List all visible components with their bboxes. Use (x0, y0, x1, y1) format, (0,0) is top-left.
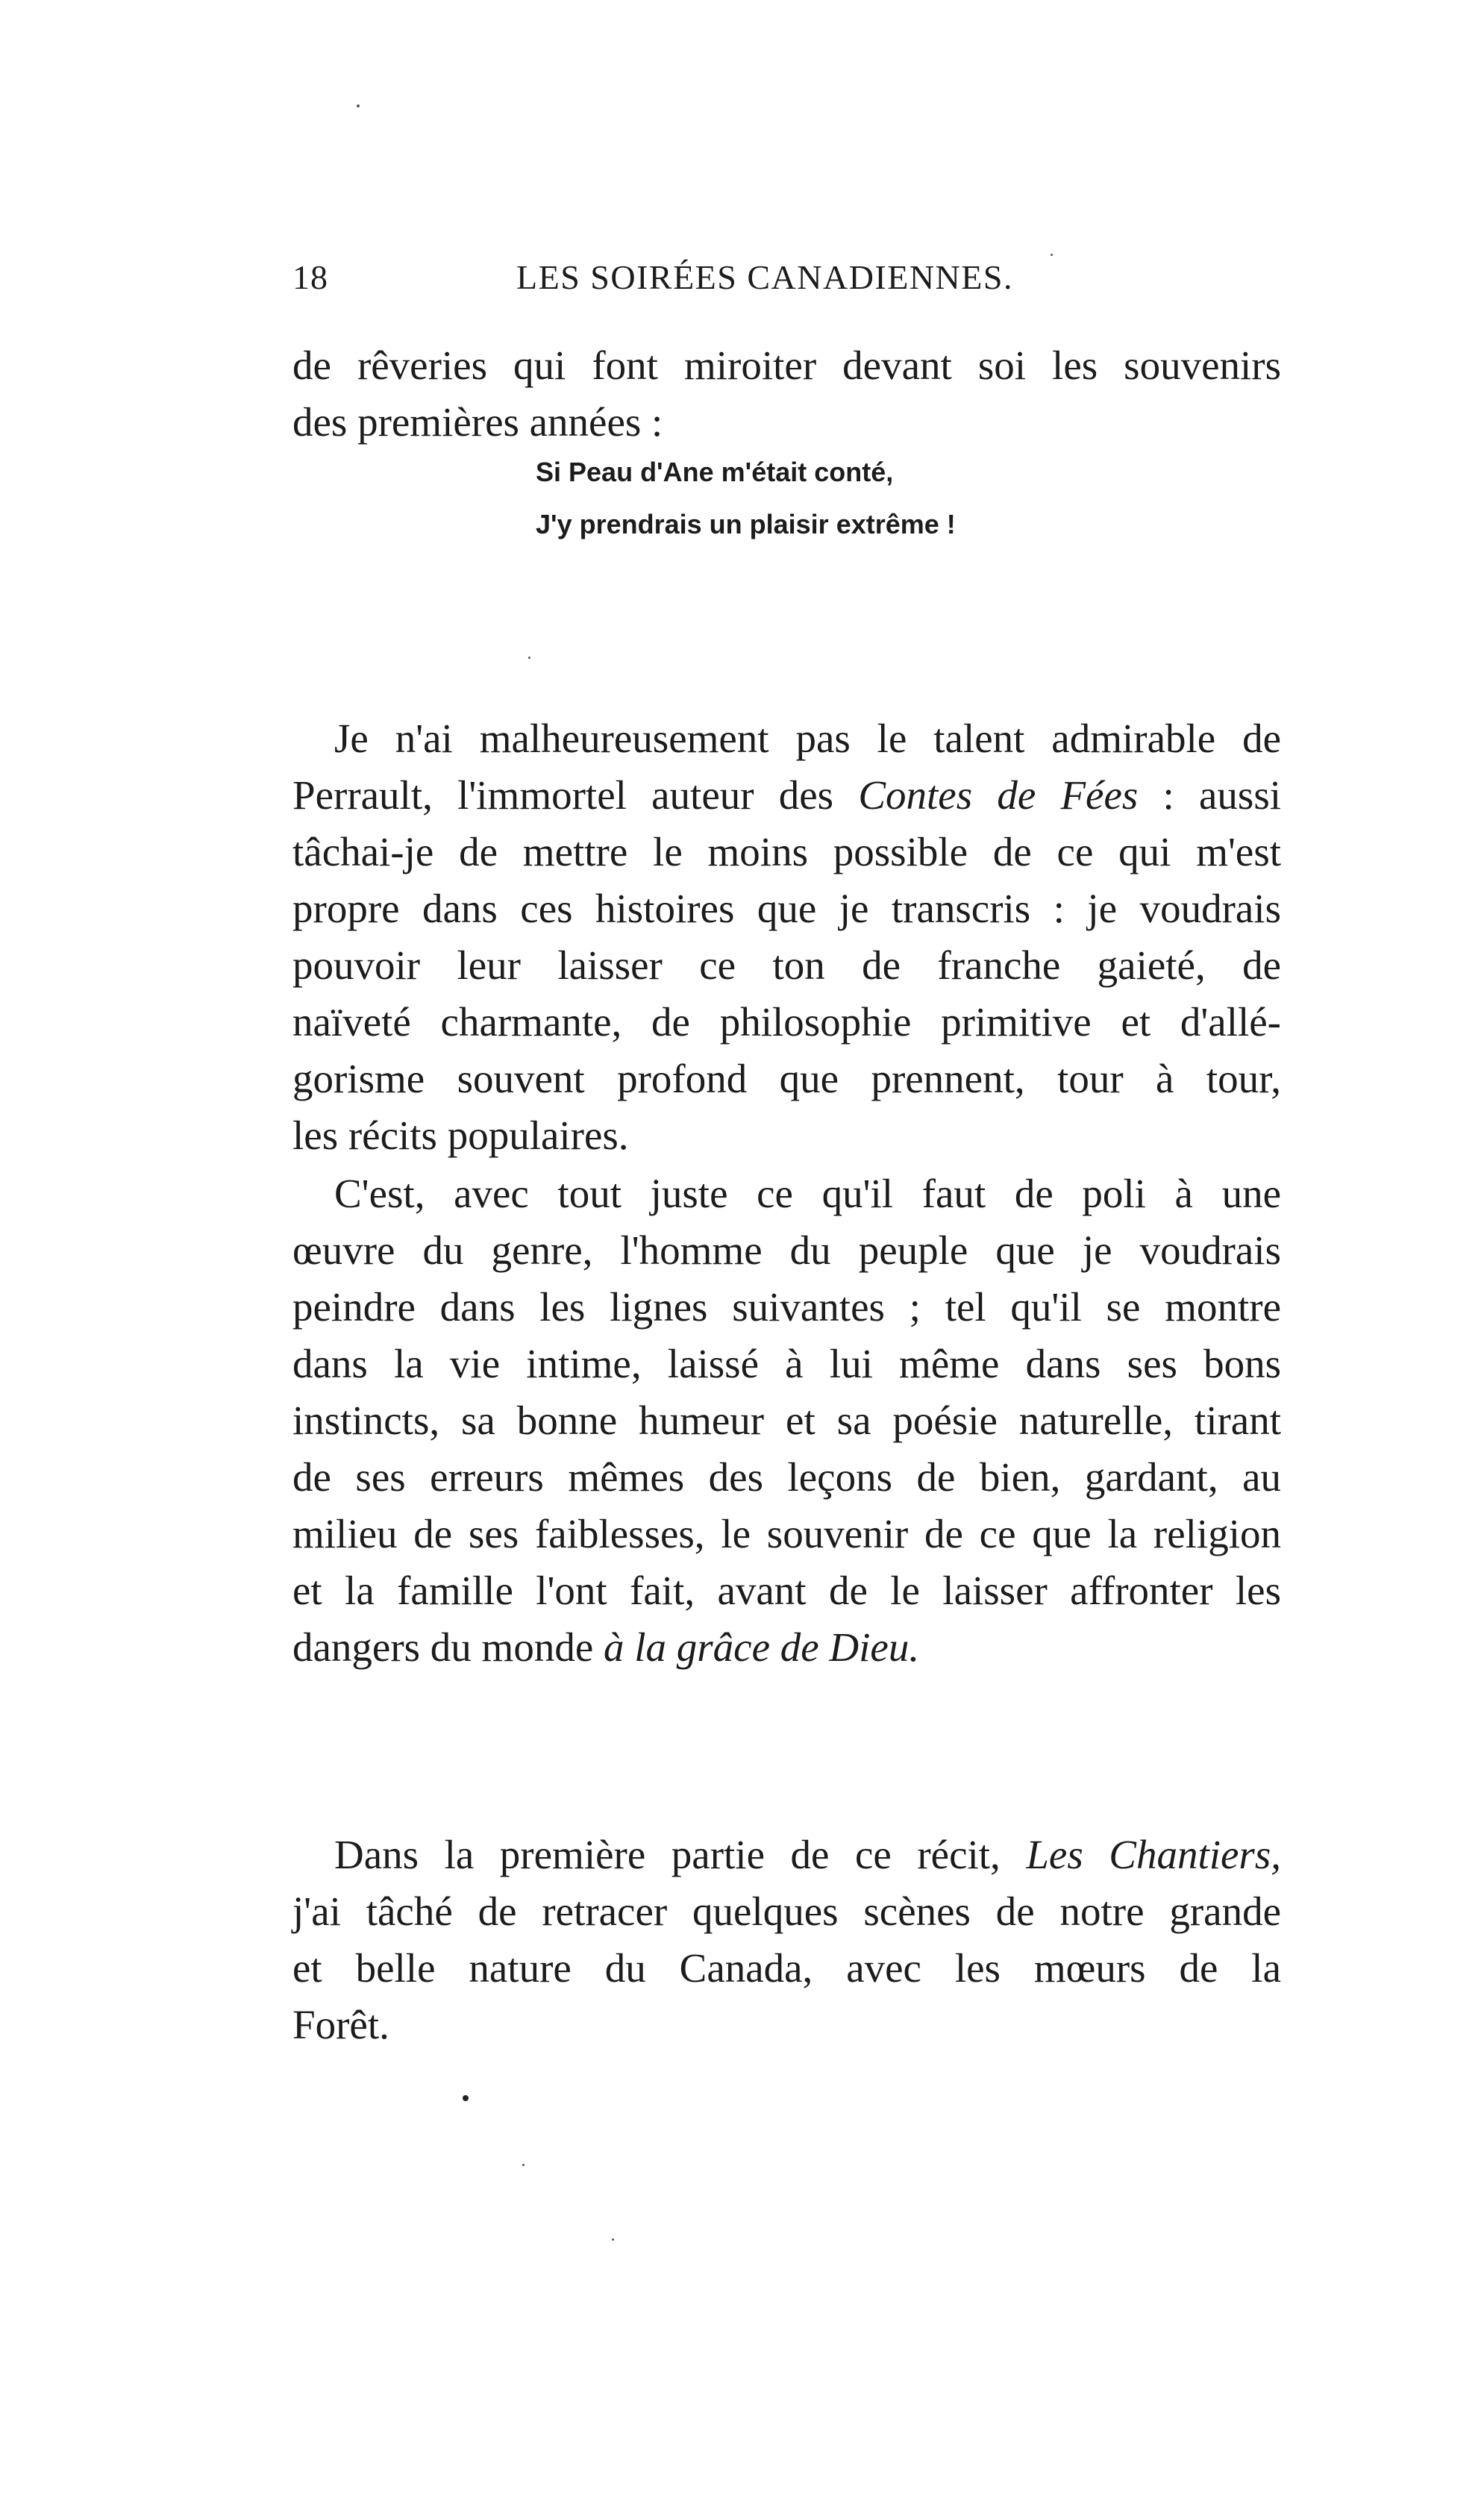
text-line (292, 1624, 1281, 1670)
book-title: Contes de Fées (858, 772, 1139, 818)
page-header (292, 257, 1061, 302)
running-title: LES SOIRÉES CANADIENNES. (516, 258, 1013, 296)
text-line: de ses erreurs mêmes des leçons de bien, gardant, au (292, 1454, 1281, 1500)
scan-speck (357, 104, 360, 107)
text-line: C'est, avec tout juste ce qu'il faut de poli à une (334, 1171, 1281, 1216)
text-span: Perrault, l'immortel auteur des (292, 772, 859, 818)
scan-speck (612, 2238, 614, 2241)
part-title: Les Chantiers, (1026, 1832, 1281, 1877)
text-line: j'ai tâché de retracer quelques scènes de notre grande (292, 1888, 1281, 1934)
text-line: tâchai-je de mettre le moins possible de ce qui m'est (292, 829, 1281, 874)
text-line: Forêt. (292, 2002, 389, 2047)
emphasis: à la grâce de Dieu. (604, 1624, 920, 1670)
text-line: propre dans ces histoires que je transcris : je voudrais (292, 886, 1281, 931)
text-line: instincts, sa bonne humeur et sa poésie naturelle, tirant (292, 1398, 1281, 1443)
text-line: milieu de ses faiblesses, le souvenir de ce que la religion (292, 1511, 1281, 1556)
text-line: Je n'ai malheureusement pas le talent admirable de (334, 716, 1281, 761)
scan-speck (463, 2095, 469, 2101)
text-line: et belle nature du Canada, avec les mœurs de la (292, 1945, 1281, 1991)
scan-speck (528, 657, 530, 659)
text-span: : aussi (1138, 772, 1282, 818)
scan-speck (1051, 254, 1053, 256)
text-line: les récits populaires. (292, 1112, 629, 1158)
text-line: gorisme souvent profond que prennent, tour à tour, (292, 1056, 1281, 1101)
text-line: peindre dans les lignes suivantes ; tel qu'il se montre (292, 1284, 1281, 1330)
text-span: dangers du monde (292, 1624, 604, 1670)
verse-line: Si Peau d'Ane m'était conté, (536, 457, 894, 487)
text-line: pouvoir leur laisser ce ton de franche gaieté, de (292, 942, 1281, 988)
verse-line: J'y prendrais un plaisir extrême ! (536, 509, 956, 539)
text-line: de rêveries qui font miroiter devant soi les souvenirs (292, 342, 1281, 388)
text-line: naïveté charmante, de philosophie primitive et d'allé- (292, 999, 1281, 1045)
text-line (292, 774, 1281, 816)
text-line: des premières années : (292, 399, 663, 445)
text-line: œuvre du genre, l'homme du peuple que je voudrais (292, 1227, 1281, 1273)
text-span: Dans la première partie de ce récit, (334, 1832, 1027, 1877)
scan-speck (522, 2164, 525, 2166)
page-number: 18 (292, 258, 328, 296)
text-line (334, 1834, 1281, 1875)
text-line: et la famille l'ont fait, avant de le laisser affronter les (292, 1568, 1281, 1613)
text-line: dans la vie intime, laissé à lui même dans ses bons (292, 1341, 1281, 1386)
